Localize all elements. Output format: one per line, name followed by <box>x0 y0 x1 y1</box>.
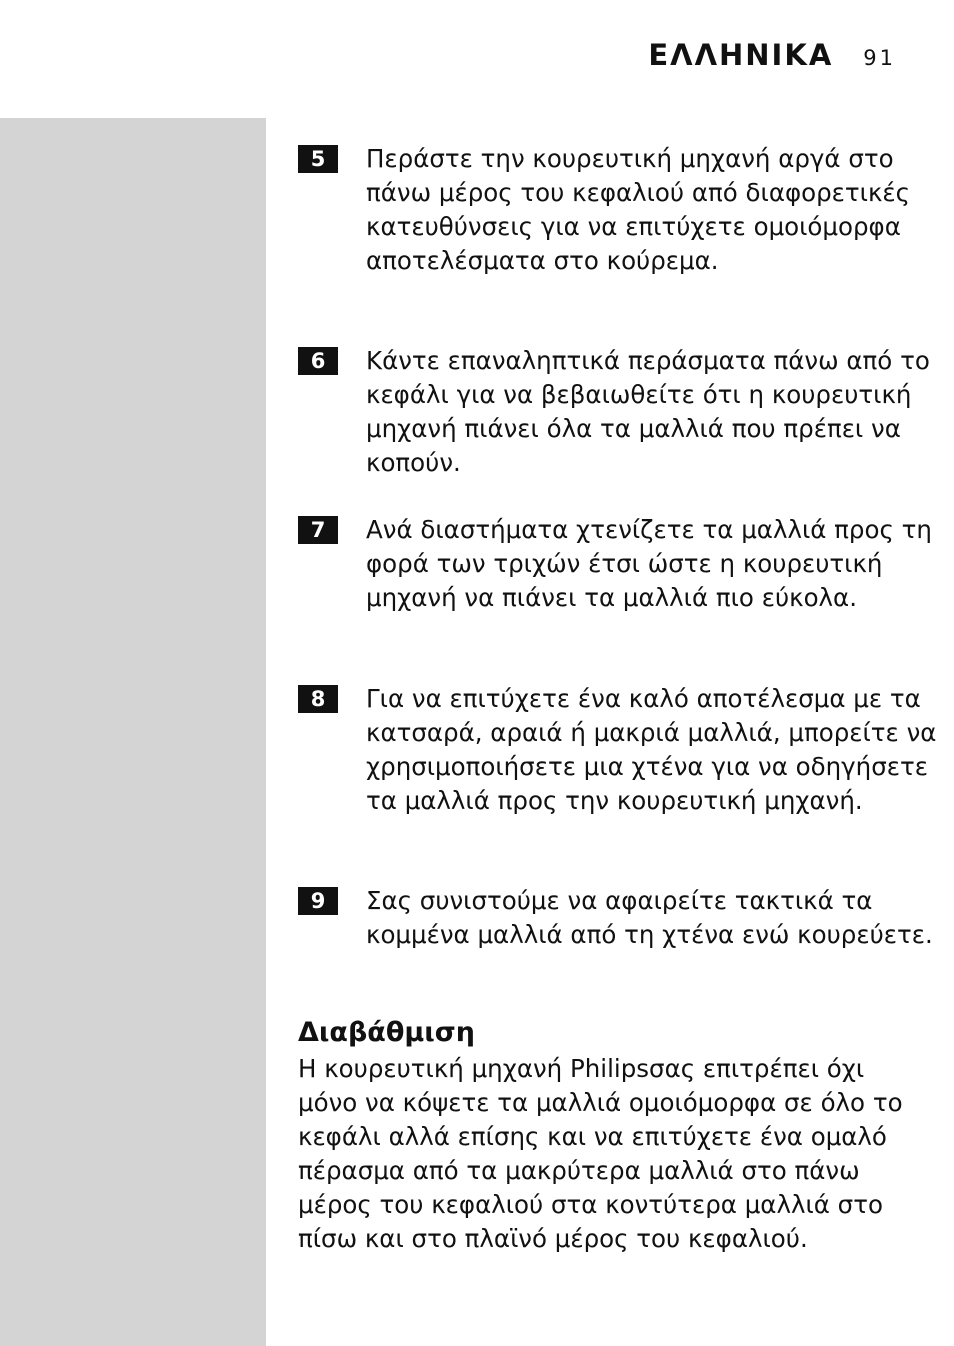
gray-side-panel <box>0 118 266 1346</box>
step-9 <box>298 884 954 952</box>
language-heading: ΕΛΛΗΝΙΚΑ <box>648 38 834 72</box>
step-5 <box>298 142 954 278</box>
step-number-badge: 5 <box>298 145 338 173</box>
step-text: Σας συνιστούμε να αφαιρείτε τακτικά τα κομμένα μαλλιά από τη χτένα ενώ κουρεύετε. <box>366 886 933 949</box>
step-8 <box>298 682 954 818</box>
step-text: Περάστε την κουρευτική μηχανή αργά στο πάνω μέρος του κεφαλιού από διαφορετικές κατευθύνσεις για να επιτύχετε ομοιόμορφα αποτελέσματα στο κούρεμα. <box>366 144 911 275</box>
step-text: Ανά διαστήματα χτενίζετε τα μαλλιά προς τη φορά των τριχών έτσι ώστε η κουρευτική μηχανή να πιάνει τα μαλλιά πιο εύκολα. <box>366 515 932 612</box>
step-text: Κάντε επαναληπτικά περάσματα πάνω από το κεφάλι για να βεβαιωθείτε ότι η κουρευτική μηχανή πιάνει όλα τα μαλλιά που πρέπει να κοπούν. <box>366 346 930 477</box>
section-heading: Διαβάθμιση <box>298 1017 476 1048</box>
step-7 <box>298 513 954 615</box>
step-number-badge: 7 <box>298 516 338 544</box>
page-header <box>648 38 896 72</box>
section-paragraph: Η κουρευτική μηχανή Philipsσας επιτρέπει όχι μόνο να κόψετε τα μαλλιά ομοιόμορφα σε όλο το κεφάλι αλλά επίσης και να επιτύχετε ένα ομαλό πέρασμα από τα μακρύτερα μαλλιά στο πάνω μέρος του κεφαλιού στα κοντύτερα μαλλιά στο πίσω και στο πλαϊνό μέρος του κεφαλιού. <box>298 1054 903 1253</box>
step-number-badge: 9 <box>298 887 338 915</box>
step-text: Για να επιτύχετε ένα καλό αποτέλεσμα με τα κατσαρά, αραιά ή μακριά μαλλιά, μπορείτε να χρησιμοποιήσετε μια χτένα για να οδηγήσετε τα μαλλιά προς την κουρευτική μηχανή. <box>366 684 937 815</box>
page-number: 91 <box>863 46 896 70</box>
step-number-badge: 6 <box>298 347 338 375</box>
step-6 <box>298 344 954 480</box>
step-number-badge: 8 <box>298 685 338 713</box>
